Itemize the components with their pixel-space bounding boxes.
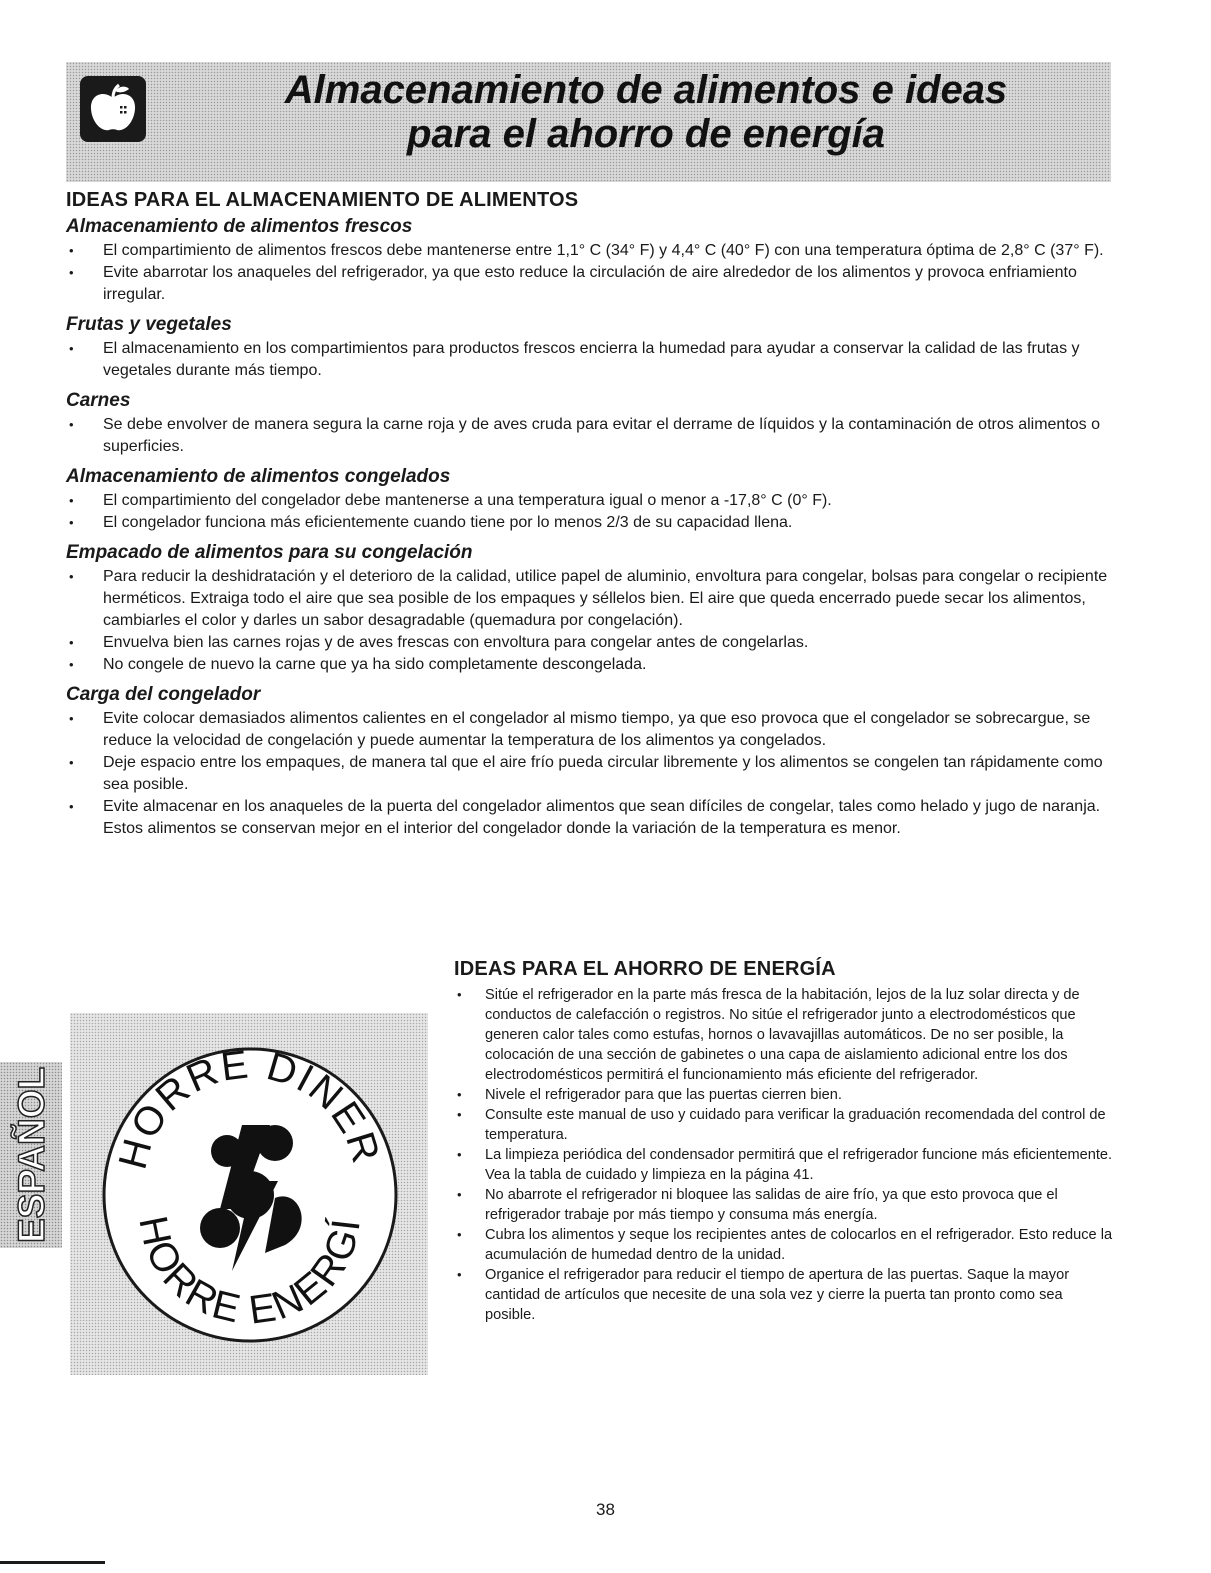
subsection-title: Almacenamiento de alimentos frescos [66,216,413,237]
list-item: • El compartimiento de alimentos frescos debe mantenerse entre 1,1° C (34° F) y 4,4° C (40° F) con una temperatura óptima de 2,8° C (37° F). [66,240,1111,262]
list-item: • Deje espacio entre los empaques, de manera tal que el aire frío pueda circular libremente y los alimentos se congelen tan rápidamente como sea posible. [66,752,1111,796]
bullet-list [66,708,1111,840]
list-item: • Sitúe el refrigerador en la parte más fresca de la habitación, lejos de la luz solar directa y de conductos de calefacción o registros. No sitúe el refrigerador junto a electrodomésticos que generen calor tales como estufas, hornos o lavavajillas automáticos. De no ser posible, la colocación de una sección de gabinetes o una capa de aislamiento adicional entre los dos electrodomésticos permitirá el funcionamiento más eficiente del refrigerador. [454,985,1114,1085]
subsection-title: Carga del congelador [66,684,261,705]
language-tab-label: ESPAÑOL [11,1066,52,1244]
food-storage-section [66,186,1111,840]
food-storage-heading: IDEAS PARA EL ALMACENAMIENTO DE ALIMENTOS [66,189,579,211]
bullet-list [66,566,1111,676]
seal-top-text: HORRE DINER [110,1042,389,1174]
subsection-title: Empacado de alimentos para su congelación [66,542,473,563]
list-item: • Envuelva bien las carnes rojas y de aves frescas con envoltura para congelar antes de congelarlas. [66,632,1111,654]
energy-saving-section [454,955,1114,1325]
seal-bottom-text: HORRE ENERGÍ [130,1212,369,1333]
bullet-list [66,414,1111,458]
list-item: • Nivele el refrigerador para que las puertas cierren bien. [454,1085,1114,1105]
list-item: • La limpieza periódica del condensador permitirá que el refrigerador funcione más eficientemente. Vea la tabla de cuidado y limpieza en la página 41. [454,1145,1114,1185]
list-item: • Evite abarrotar los anaqueles del refrigerador, ya que esto reduce la circulación de aire alrededor de los alimentos y provoca enfriamiento irregular. [66,262,1111,306]
energy-saving-heading: IDEAS PARA EL AHORRO DE ENERGÍA [454,958,836,980]
list-item: • Organice el refrigerador para reducir el tiempo de apertura de las puertas. Saque la mayor cantidad de artículos que necesite de una sola vez y cierre la puerta tan pronto como sea posible. [454,1265,1114,1325]
subsection-title: Almacenamiento de alimentos congelados [66,466,451,487]
list-item: • El almacenamiento en los compartimientos para productos frescos encierra la humedad para ayudar a conservar la calidad de las frutas y vegetales durante más tiempo. [66,338,1111,382]
list-item: • Evite colocar demasiados alimentos calientes en el congelador al mismo tiempo, ya que eso provoca que el congelador se sobrecargue, se reduce la velocidad de congelación y puede aumentar la temperatura de los alimentos ya congelados. [66,708,1111,752]
footer-rule [0,1561,105,1564]
bullet-list [66,490,1111,534]
subsection-title: Carnes [66,390,131,411]
page-title-line-2: para el ahorro de energía [407,112,885,156]
bullet-list [454,985,1114,1325]
list-item: • Cubra los alimentos y seque los recipientes antes de colocarlos en el refrigerador. Esto reduce la acumulación de humedad dentro de la unidad. [454,1225,1114,1265]
apple-icon [80,76,146,142]
bullet-list [66,240,1111,306]
list-item: • No abarrote el refrigerador ni bloquee las salidas de aire frío, ya que esto provoca que el refrigerador trabaje por más tiempo y consuma más energía. [454,1185,1114,1225]
money-energy-seal-icon [70,1013,428,1375]
page-header-banner [66,62,1111,182]
list-item: • Evite almacenar en los anaqueles de la puerta del congelador alimentos que sean difíciles de congelar, tales como helado y jugo de naranja. Estos alimentos se conservan mejor en el interior del congelador donde la variación de la temperatura es menor. [66,796,1111,840]
list-item: • El compartimiento del congelador debe mantenerse a una temperatura igual o menor a -17,8° C (0° F). [66,490,1111,512]
list-item: • Se debe envolver de manera segura la carne roja y de aves cruda para evitar el derrame de líquidos y la contaminación de otros alimentos o superficies. [66,414,1111,458]
subsection-title: Frutas y vegetales [66,314,232,335]
bullet-list [66,338,1111,382]
page-number: 38 [596,1500,615,1519]
list-item: • Para reducir la deshidratación y el deterioro de la calidad, utilice papel de aluminio, envoltura para congelar, bolsas para congelar o recipiente herméticos. Extraiga todo el aire que sea posible de los empaques y séllelos bien. El aire que queda encerrado puede secar los alimentos, cambiarles el color y darles un sabor desagradable (quemadura por congelación). [66,566,1111,632]
list-item: • El congelador funciona más eficientemente cuando tiene por lo menos 2/3 de su capacidad llena. [66,512,1111,534]
page-title-line-1: Almacenamiento de alimentos e ideas [284,68,1008,112]
seal-panel [70,1013,428,1375]
page-title [216,68,1076,156]
list-item: • Consulte este manual de uso y cuidado para verificar la graduación recomendada del control de temperatura. [454,1105,1114,1145]
list-item: • No congele de nuevo la carne que ya ha sido completamente descongelada. [66,654,1111,676]
